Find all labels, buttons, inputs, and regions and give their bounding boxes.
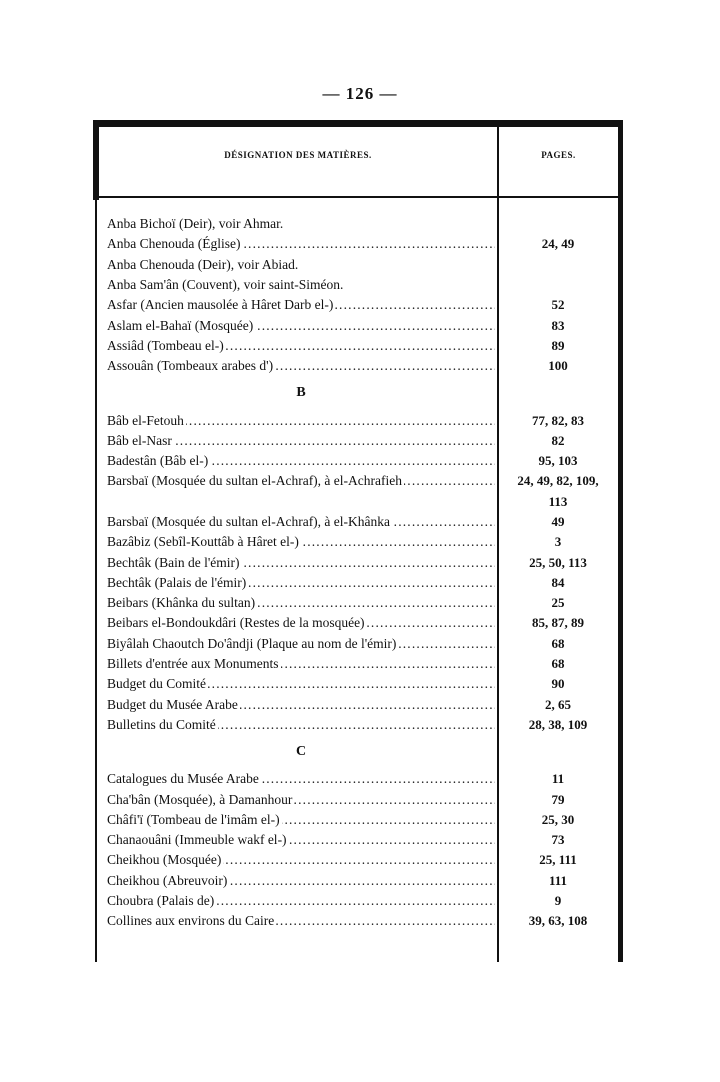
section-letter-text: B (296, 385, 306, 401)
entry-pages: 84 (551, 574, 565, 590)
entry-label (107, 850, 495, 870)
index-row (107, 255, 617, 275)
entry-pages: 85, 87, 89 (532, 615, 584, 631)
entry-label-text: Barsbaï (Mosquée du sultan el-Achraf), à el-Khânka (107, 514, 391, 529)
entry-pages: 82 (551, 432, 565, 448)
column-header-designation: DÉSIGNATION DES MATIÈRES. (224, 150, 372, 160)
entry-label (107, 512, 495, 532)
entry-label-text: Anba Chenouda (Deir), voir Abiad. (107, 256, 299, 272)
header-bottom-rule (93, 196, 623, 198)
entry-label-text: Collines aux environs du Caire (107, 913, 275, 929)
entry-label (107, 790, 495, 810)
index-row (107, 613, 617, 633)
section-letter-text: C (295, 744, 307, 760)
index-row-continuation (107, 492, 617, 512)
entry-label-text: Anba Sam'ân (Couvent), voir saint-Siméon. (107, 277, 344, 293)
table-top-rule (93, 120, 623, 127)
index-row (107, 593, 617, 613)
entry-label (107, 613, 495, 633)
entry-pages: 77, 82, 83 (532, 412, 584, 428)
index-entries (107, 214, 617, 932)
index-row (107, 715, 617, 735)
entry-label-text: Beibars (Khânka du sultan) (107, 595, 256, 611)
entry-label-text: Bulletins du Comité (107, 716, 216, 732)
table-left-thin-rule (95, 200, 97, 962)
entry-label-text: Bâb el-Nasr (107, 432, 172, 448)
entry-label-text: Cheikhou (Abreuvoir) (107, 872, 228, 888)
entry-label-text: Anba Bichoï (Deir), voir Ahmar. (107, 216, 284, 232)
entry-label (107, 336, 495, 356)
entry-label (107, 573, 495, 593)
index-row (107, 830, 617, 850)
entry-pages: 89 (551, 337, 565, 353)
entry-label (107, 769, 495, 789)
entry-label (107, 471, 495, 491)
index-row (107, 410, 617, 430)
index-row (107, 871, 617, 891)
entry-label (107, 234, 495, 254)
table-left-rule (93, 120, 99, 200)
entry-label (107, 356, 495, 376)
entry-label (107, 295, 495, 315)
entry-pages: 95, 103 (538, 453, 578, 469)
column-header-pages: PAGES. (541, 150, 576, 160)
entry-label (107, 316, 495, 336)
entry-label (107, 214, 495, 234)
entry-pages: 68 (551, 656, 565, 672)
index-row (107, 234, 617, 254)
entry-label (107, 255, 495, 275)
entry-pages: 79 (551, 791, 565, 807)
index-row (107, 275, 617, 295)
entry-pages: 2, 65 (545, 696, 571, 712)
entry-label (107, 634, 495, 654)
entry-label-text: Barsbaï (Mosquée du sultan el-Achraf), à el-Achrafieh (107, 473, 403, 489)
index-row (107, 891, 617, 911)
entry-pages: 24, 49, 82, 109, (517, 473, 599, 489)
entry-label (107, 532, 495, 552)
entry-label-text: Aslam el-Bahaï (Mosquée) (107, 317, 254, 333)
entry-label (107, 674, 495, 694)
index-row (107, 356, 617, 376)
entry-pages: 113 (548, 493, 568, 509)
entry-pages: 25 (551, 595, 565, 611)
entry-label-text: Bechtâk (Bain de l'émir) (107, 554, 240, 570)
index-row (107, 695, 617, 715)
entry-pages: 100 (548, 358, 568, 374)
entry-label-text: Beibars el-Bondoukdâri (Restes de la mosquée) (107, 615, 365, 631)
entry-pages: 49 (551, 514, 565, 529)
entry-label-text: Assiâd (Tombeau el-) (107, 337, 224, 353)
entry-label-text: Budget du Comité (107, 676, 206, 692)
entry-label (107, 431, 495, 451)
index-row (107, 850, 617, 870)
entry-label (107, 451, 495, 471)
index-row (107, 512, 617, 532)
entry-pages: 28, 38, 109 (528, 716, 588, 732)
entry-label (107, 654, 495, 674)
entry-label-text: Catalogues du Musée Arabe (107, 771, 259, 787)
index-row (107, 634, 617, 654)
entry-pages: 111 (548, 872, 568, 888)
entry-label-text: Anba Chenouda (Église) (107, 236, 241, 252)
entry-label-text: Bechtâk (Palais de l'émir) (107, 574, 247, 590)
entry-label (107, 871, 495, 891)
entry-label-text: Choubra (Palais de) (107, 893, 215, 909)
index-row (107, 471, 617, 491)
index-row (107, 295, 617, 315)
entry-label-text: Cheikhou (Mosquée) (107, 852, 222, 868)
entry-pages: 52 (551, 297, 565, 313)
index-row (107, 810, 617, 830)
entry-label-text: Badestân (Bâb el-) (107, 453, 209, 469)
section-letter (107, 735, 617, 769)
entry-label-text (107, 494, 109, 509)
entry-label (107, 830, 495, 850)
entry-pages: 9 (554, 893, 562, 909)
entry-pages: 25, 50, 113 (529, 554, 587, 570)
entry-pages: 24, 49 (541, 236, 575, 252)
index-row (107, 911, 617, 931)
entry-pages: 25, 111 (539, 852, 577, 868)
entry-label (107, 695, 495, 715)
entry-label (107, 492, 495, 512)
entry-label-text: Cha'bân (Mosquée), à Damanhour (107, 791, 293, 807)
entry-pages: 83 (551, 317, 565, 333)
entry-label-text: Bazâbiz (Sebîl-Kouttâb à Hâret el-) (107, 534, 299, 550)
entry-label (107, 891, 495, 911)
entry-label-text: Chanaouâni (Immeuble wakf el-) (107, 832, 287, 848)
entry-label (107, 715, 495, 735)
entry-label-text: Billets d'entrée aux Monuments (107, 656, 279, 672)
entry-label-text: Bâb el-Fetouh (107, 412, 184, 428)
index-row (107, 789, 617, 809)
entry-label (107, 275, 495, 295)
entry-pages: 3 (554, 534, 562, 550)
entry-label-text: Biyâlah Chaoutch Do'ândji (Plaque au nom de l'émir) (107, 635, 397, 651)
entry-label-text: Budget du Musée Arabe (107, 696, 238, 712)
index-row (107, 654, 617, 674)
entry-label (107, 911, 495, 931)
entry-pages: 73 (551, 832, 565, 848)
entry-label-text: Assouân (Tombeaux arabes d') (107, 358, 274, 374)
entry-label (107, 553, 495, 573)
index-row (107, 336, 617, 356)
entry-label (107, 593, 495, 613)
section-letter (107, 376, 617, 410)
index-row (107, 431, 617, 451)
table-right-rule (618, 120, 623, 962)
page-number: — 126 — (322, 84, 398, 103)
entry-label (107, 810, 495, 830)
entry-pages: 90 (551, 676, 565, 692)
index-row (107, 573, 617, 593)
entry-pages: 68 (551, 635, 565, 651)
index-row (107, 552, 617, 572)
index-row (107, 315, 617, 335)
entry-label-text: Asfar (Ancien mausolée à Hâret Darb el-) (107, 297, 334, 313)
entry-pages: 25, 30 (541, 811, 575, 827)
entry-pages: 39, 63, 108 (528, 913, 588, 929)
index-row (107, 214, 617, 234)
entry-label (107, 411, 495, 431)
index-row (107, 532, 617, 552)
entry-label-text: Châfi'ï (Tombeau de l'imâm el-) (107, 811, 280, 827)
entry-pages: 11 (551, 771, 565, 787)
index-row (107, 451, 617, 471)
index-row (107, 769, 617, 789)
index-row (107, 674, 617, 694)
